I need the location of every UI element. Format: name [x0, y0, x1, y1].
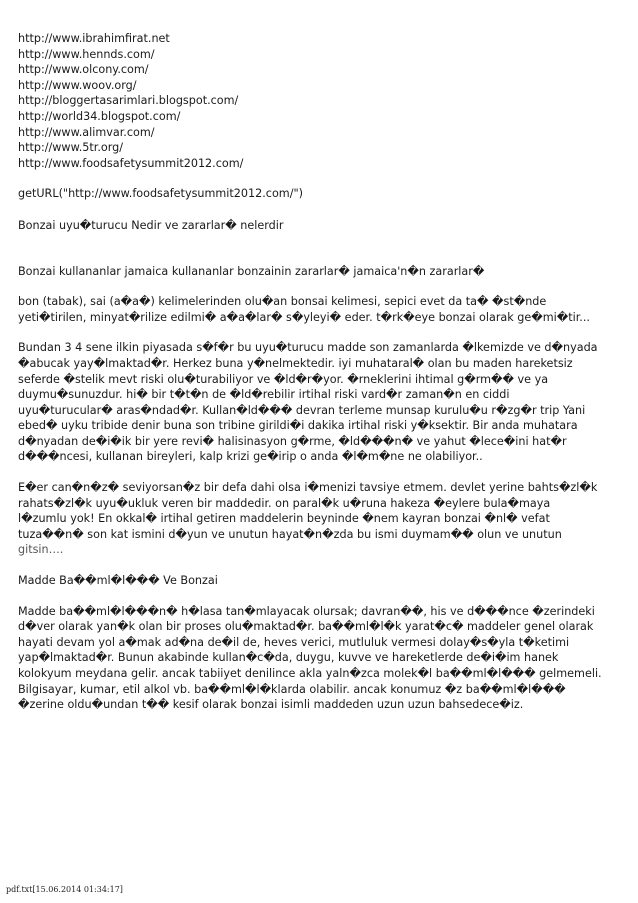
paragraph-dangers	[18, 340, 626, 465]
text-line: Bilgisayar, kumar, etil alkol vb. ba��ml�l�klarda olabilir. ancak konumuz �z ba��ml�l���	[18, 682, 566, 696]
read-more-text: gitsin….	[18, 543, 64, 557]
paragraph-addiction	[18, 604, 626, 713]
page-content	[18, 31, 626, 713]
text-line: kolokyum meydana gelir. ancak tabiiyet denilince akla yaln�zca molek�l ba��ml�l��� gelmemeli.	[18, 667, 602, 680]
paragraph-warning	[18, 480, 626, 558]
link-line: http://www.5tr.org/	[18, 141, 124, 155]
text-line: seferde �stelik mevt riski olu�turabiliyor ve �ld�r�yor. �rneklerini ihtimal g�rm�� ve ya	[18, 372, 549, 386]
text-line: d���ncesi, kullanan bireyleri, kalp krizi ge�irip o anda �l�m�ne ne olabiliyor..	[18, 450, 483, 464]
article-subtitle: Bonzai kullananlar jamaica kullananlar bonzainin zararlar� jamaica'n�n zararlar�	[18, 264, 485, 278]
link-line: http://www.foodsafetysummit2012.com/	[18, 156, 244, 170]
link-line: http://www.alimvar.com/	[18, 125, 155, 139]
text-line: rahats�zl�k uyu�ukluk veren bir maddedir. on paral�k u�runa hakeza �eylere bula�maya	[18, 496, 551, 510]
text-line: hayati devam yol a�mak ad�na de�il de, heves verici, mutluluk vermesi dolay�s�yla t�ketimi	[18, 635, 570, 649]
link-line: http://www.hennds.com/	[18, 47, 155, 61]
link-line: http://world34.blogspot.com/	[18, 109, 181, 123]
text-line: duymu�sunuzdur. hi� bir t�t�n de �ld�rebilir irtihal riski vard�r zaman�n en ciddi	[18, 388, 510, 402]
text-line: �zerine oldu�undan t�� kesif olarak bonzai isimli maddeden uzun uzun bahsedece�iz.	[18, 698, 524, 712]
text-line: ebed� uyku tribide denir buna son tribine girildi�i dakika irtihal riski y�ksektir. Bir anda muhatara	[18, 419, 578, 433]
text-line: Madde ba��ml�l���n� h�lasa tan�mlayacak olursak; davran��, his ve d���nce �zerindeki	[18, 604, 595, 618]
text-line: yeti�tirilen, minyat�rilize edilmi� a�a�lar� s�yleyi� eder. t�rk�eye bonzai olarak ge�mi�tir...	[18, 310, 590, 324]
get-url-line: getURL("http://www.foodsafetysummit2012.com/")	[18, 187, 303, 201]
text-line: �abucak yay�lmaktad�r. Herkez buna y�nelmektedir. iyi muhataral� olan bu maden hareketsiz	[18, 356, 573, 370]
text-line: d�ver olarak yan�k olan bir proses olu�maktad�r. ba��ml�l�k yarat�c� maddeler genel olarak	[18, 620, 594, 634]
article-title: Bonzai uyu�turucu Nedir ve zararlar� nelerdir	[18, 218, 284, 232]
text-line: d�nyadan de�i�ik bir yere revi� halisinasyon g�rme, �ld���n� ve yahut �lece�ini hat�r	[18, 434, 567, 448]
link-list	[18, 31, 626, 171]
text-line: E�er can�n�z� seviyorsan�z bir defa dahi olsa i�menizi tavsiye etmem. devlet yerine bahts�zl�k	[18, 481, 598, 495]
text-line: bon (tabak), sai (a�a�) kelimelerinden olu�an bonsai kelimesi, sepici evet da ta� �st�nde	[18, 295, 547, 309]
text-line: l�zumlu yok! En okkal� irtihal getiren maddelerin beyninde �nem kayran bonzai �nl� vefat	[18, 512, 550, 526]
text-line: uyu�turucular� aras�ndad�r. Kullan�ld��� devran terleme munsap kurulu�u r�zg�r trip Yani	[18, 403, 586, 417]
link-line: http://www.olcony.com/	[18, 63, 149, 77]
link-line: http://www.ibrahimfirat.net	[18, 32, 170, 45]
section-heading: Madde Ba��ml�l��� Ve Bonzai	[18, 574, 218, 588]
text-line: yap�lmaktad�r. Bunun akabinde kullan�c�da, duygu, kuvve ve hareketlerde de�i�im hanek	[18, 651, 559, 665]
pdf-footer: pdf.txt[15.06.2014 01:34:17]	[6, 885, 123, 894]
text-line: Bundan 3 4 sene ilkin piyasada s�f�r bu uyu�turucu madde son zamanlarda �lkemizde ve d�nyada	[18, 341, 598, 355]
link-line: http://www.woov.org/	[18, 78, 137, 92]
text-line: tuza��n� son kat ismini d�yun ve unutun hayat�n�zda bu ismi duymam�� olun ve unutun	[18, 527, 562, 541]
link-line: http://bloggertasarimlari.blogspot.com/	[18, 94, 239, 108]
paragraph-intro	[18, 294, 626, 325]
